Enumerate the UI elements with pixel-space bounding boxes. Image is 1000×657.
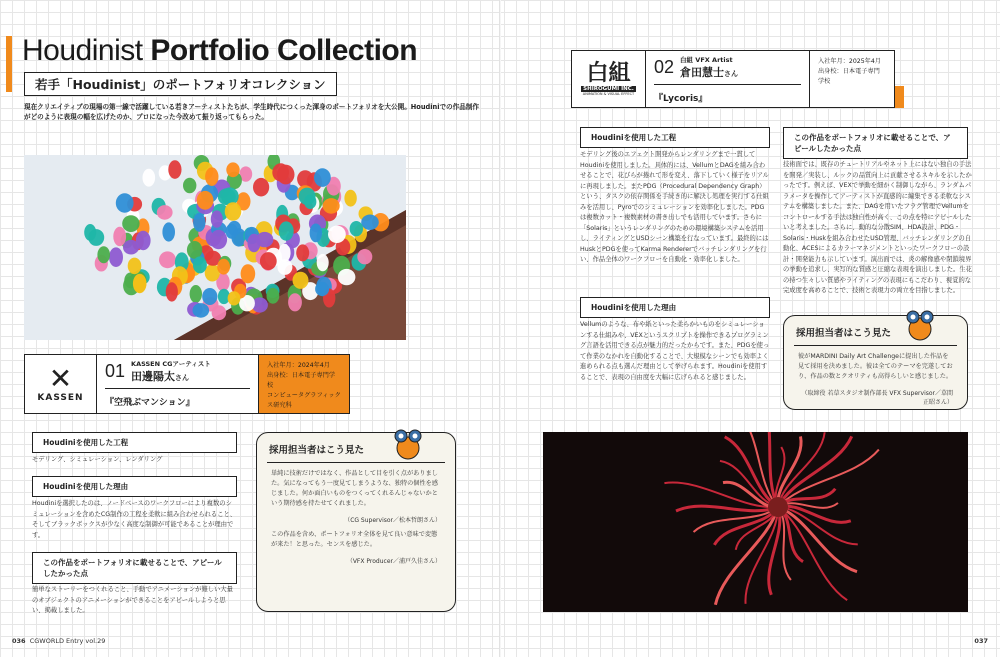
review-text: この作品を含め、ポートフォリオ全体を見て良い意味で変態が来た！と思った。センスを感じた。 <box>271 531 438 548</box>
section-heading: この作品をポートフォリオに載せることで、アピールしたかった点 <box>783 127 968 159</box>
title-accent-bar <box>6 36 12 92</box>
artist-card-01 <box>24 354 350 414</box>
lycoris-flower-image <box>543 432 968 612</box>
artist-info <box>97 355 259 413</box>
artist-meta: 入社年月：2025年4月 出身校：日本電子専門学校 <box>810 51 894 107</box>
section-heading: Houdiniを使用した理由 <box>32 476 237 497</box>
artist-card-02 <box>571 50 895 108</box>
binoculars-character-icon <box>900 305 940 341</box>
artist-role: 白組 VFX Artist <box>680 56 733 64</box>
work-title: 『Lycoris』 <box>654 94 708 104</box>
review-signature: （CG Supervisor／松本哲朗さん） <box>344 517 441 524</box>
section-body: Vellumのような、布や紙といった柔らかいものをシミュレーションする仕組みや、VEXというスクリプトを操作できるプログラミング言語を活用できる点が魅力的だったからです。また、PDGを使って作業のなかれを自動化することで、大規模なシーンでも効率よく進められる点も選んだ理由として挙げられます。Houdiniを使用することで、表現の自由度を大幅に広げられると感じました。 <box>580 321 770 381</box>
section-heading: Houdiniを使用した工程 <box>32 432 237 453</box>
kassen-logo <box>25 355 97 413</box>
review-text: 彼がMARDINI Daily Art Challengeに提出した作品を見て採用を決めました。彼は全てのテーマを完遂しており、作品の数とクオリティも高得らしいと感じました。 <box>798 353 953 380</box>
kassen-mark-icon: ✕ <box>48 362 73 395</box>
section-body: モデリング後のエフェクト開発からレンダリングまで一貫してHoudiniを使用しました。具体的には、VellumとDAGを組み合わせることで、花びらが捲れて形を変え、落下していく様子をリアルに再現しました。またPDG（Procedural Dependency Graph）という、タスクの依存関係を手続き的に解決し処理を実行する仕組みを活用し、Pyroでのシミュレーションを効率化しました。PDGは複数カット・複数素材の書き出しでも活用しています。さらに「Solaris」というレンダリングのための環境構築システムを活用し、ライティングとUSDシーン構築を行なっています。最終的にはHuskとPDGを使ってKarma Rendererでバッチレンダリングを行い、作品全体のワークフローを自動化・効率化しました。 <box>580 151 769 263</box>
artist-name: 倉田慧士さん <box>680 66 739 79</box>
artist-number: 02 <box>654 57 675 77</box>
section-heading: この作品をポートフォリオに載せることで、アピールしたかった点 <box>32 552 237 584</box>
artist-meta: 入社年月：2024年4月 出身校：日本電子専門学校 コンピュータグラフィックス研究科 <box>259 355 349 413</box>
page-folio-left: 036 CGWORLD Entry vol.29 <box>12 637 106 645</box>
kassen-logo-text: KASSEN <box>37 393 84 403</box>
section-heading: Houdiniを使用した理由 <box>580 297 770 318</box>
page-title: Houdinist Portfolio Collection <box>22 34 418 67</box>
page-subtitle: 若手「Houdinist」のポートフォリオコレクション <box>24 72 337 96</box>
artist-name: 田邊陽太さん <box>131 370 190 383</box>
binoculars-character-icon <box>388 424 428 460</box>
review-heading: 採用担当者はこう見た <box>269 445 365 456</box>
section-body: モデリング、シミュレーション、レンダリング <box>32 456 163 463</box>
shirogumi-logo: 白組 SHIROGUMI INC. ANIMATION & VISUAL EFFECT <box>572 51 646 107</box>
artist-role: KASSEN CGアーティスト <box>131 360 211 368</box>
section-heading: Houdiniを使用した工程 <box>580 127 770 148</box>
review-signature: （VFX Producer／浦戸久佳さん） <box>346 558 441 565</box>
section-body: 簡単なストーリーをつくれること、手動でアニメーションが難しい大量のオブジェクトのアニメーションができることをアピールしようと思い、掲載しました。 <box>32 586 233 614</box>
artist-number: 01 <box>105 361 126 381</box>
review-text: 単純に技術だけではなく、作品として目を引く点がありました。気になってもう一度見てしまうような、独特の個性を感じました。何か面白いものをつくってくれるんじゃないかという期待感を持たせてくれました。 <box>271 470 439 507</box>
intro-text: 現在クリエイティブの現場の第一線で活躍している若きアーティストたちが、学生時代につくった渾身のポートフォリオを大公開。Houdiniでの作品制作がどのように表現の幅を広げたのか、プロになった今改めて振り返ってもらった。 <box>24 103 480 121</box>
balloon-house-image <box>24 155 406 340</box>
recruiter-review <box>783 315 968 410</box>
page-folio-right: 037 <box>974 637 988 645</box>
section-body: Houdiniを選択したのは、ノードベースのワークフローにより複数のシミュレーションを含めたCG制作の工程を柔軟に組み合わせられること、そしてブラックボックスが少なく高度な制御が可能であることが理由です。 <box>32 500 237 539</box>
review-heading: 採用担当者はこう見た <box>796 328 892 339</box>
artist-info <box>646 51 810 107</box>
section-body: 技術面では、既存のチュートリアルやネット上にはない独自の手法を開発／実装し、ルックの品質向上に貢献させるスキルを示したかったです。例えば、VEXで挙動を細かく制御しながら、ランダムパラメータを操作してアーティストが直感的に編集できる柔軟なシステムを構築しました。また、DAGを用いたフラグ管理でVellumをコントロールする手法は独自性が高く、この点を特にアピールしたいと考えました。さらに、動的な分散SIM、HDA設計、PDG・Solaris・Huskを組み合わせたUSD管理、バッチレンダリングの自動化、ACESによるカラーマネジメントといったワークフローの設計・開発能力も示しています。演出面では、炎の解像感や閉鎖境界の挙動を追求し、実写的な質感と圧縮な表現を演出しました。生花の持つ生々しい質感やライティングの表現にもこだわり、視覚的な完成度を高めることで、技術と表現力の両立を目指しました。 <box>783 161 972 294</box>
review-signature: （取締役 若草スタジオ制作部長 VFX Supervisor／草間正昭さん） <box>801 390 953 406</box>
work-title: 『空飛ぶマンション』 <box>105 398 195 408</box>
